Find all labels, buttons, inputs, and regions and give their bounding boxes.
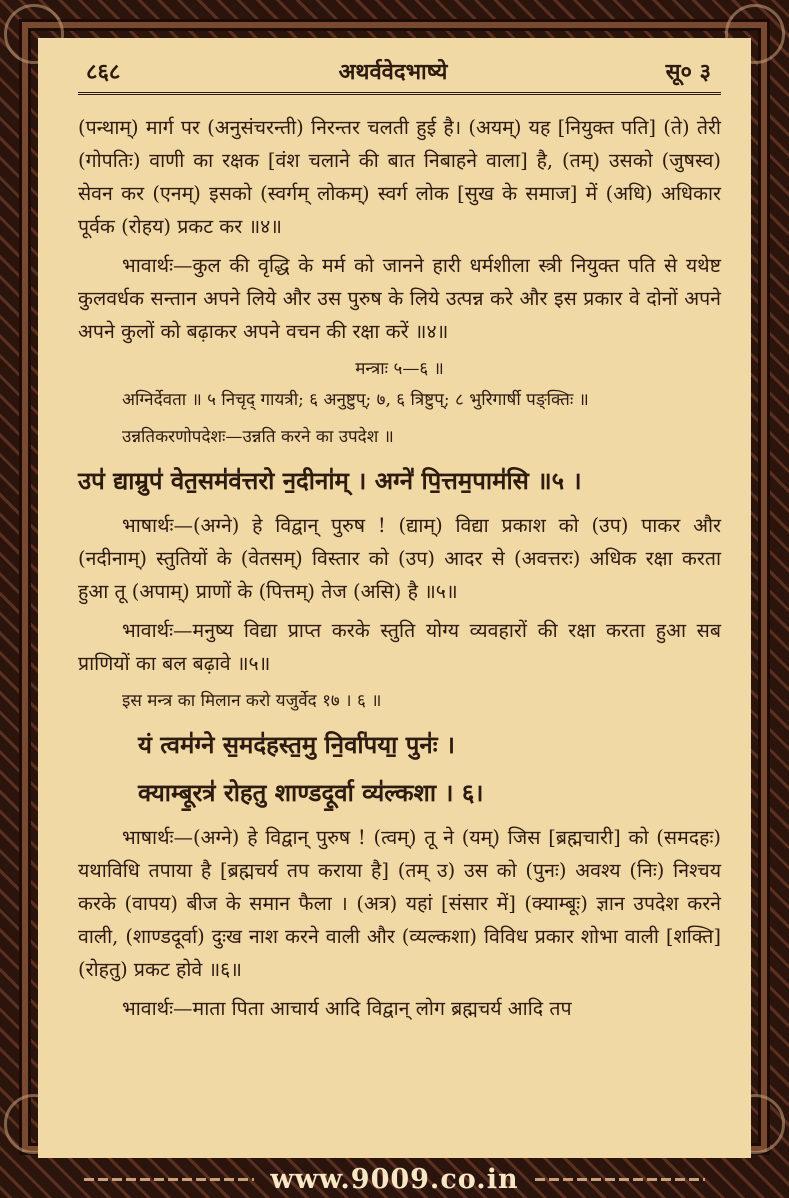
footer-ornament-icon [84, 1178, 254, 1181]
mantra-6-line-2: क्याम्बू॒रत्र॑ रोहतु शाण्डदू॒र्वा व्य॑ल्कशा । ६। [138, 778, 484, 807]
translation-paragraph-6: भाषार्थः—(अग्ने) हे विद्वान् पुरुष ! (त्वम्) तू ने (यम्) जिस [ब्रह्मचारी] को (समदहः) यथाविधि तपाया है [ब्रह्मचर्य तप कराया है] (तम् उ) उस को (पुनः) अवश्य (निः) निश्चय करके (वापय) बीज के समान फैला । (अत्र) यहां [संसार में] (क्याम्बूः) ज्ञान उपदेश करने वाली, (शाण्डदूर्वा) दुःख नाश करने वाली और (व्यल्कशा) विविध प्रकार शोभा वाली [शक्ति] (रोहतु) प्रकट होवे ॥६॥ [78, 826, 721, 981]
page-number: ८६८ [86, 59, 121, 85]
footer-ornament-icon [535, 1178, 705, 1181]
mantra-5: उप॑ द्याम्रुप॑ वेत॒सम॑व॑त्तरो न॒दीना॑म् । अग्ने॑ पि॒त्तम॒पाम॑सि ॥५ । [78, 466, 582, 495]
bhavartha-paragraph-5: भावार्थः—मनुष्य विद्या प्राप्त करके स्तुति योग्य व्यवहारों की रक्षा करता हुआ सब प्राणियों का बल बढ़ावे ॥५॥ [78, 619, 721, 675]
page-header [78, 56, 721, 90]
header-divider [78, 92, 721, 97]
bhavartha-paragraph-4: भावार्थः—कुल की वृद्धि के मर्म को जानने हारी धर्मशीला स्त्री नियुक्त पति से यथेष्ट कुलवर्धक सन्तान अपने लिये और उस पुरुष के लिये उत्पन्न करे और इस प्रकार वे दोनों अपने अपने कुलों को बढ़ाकर अपने वचन की रक्षा करें ॥४॥ [78, 254, 721, 343]
website-watermark: www.9009.co.in [270, 1163, 519, 1195]
mantra-6-line-1: यं त्वम॑ग्ने स॒मद॑हस्त॒मु नि॒र्वा॑पया॒ पुनः॑ । [138, 730, 456, 759]
translation-paragraph-5: भाषार्थः—(अग्ने) हे विद्वान् पुरुष ! (द्याम्) विद्या प्रकाश को (उप) पाकर और (नदीनाम्) स्तुतियों के (वेतसम्) विस्तार को (उप) आदर से (अवत्तरः) अधिक रक्षा करता हुआ तू (अपाम्) प्राणों के (पित्तम्) तेज (असि) है ॥५॥ [78, 514, 721, 603]
milan-line: इस मन्त्र का मिलान करो यजुर्वेद १७ । ६ ॥ [122, 691, 382, 711]
bhavartha-paragraph-6: भावार्थः—माता पिता आचार्य आदि विद्वान् लोग ब्रह्मचर्य आदि तप [122, 997, 572, 1020]
footer-bar [0, 1160, 789, 1198]
mantras-heading: मन्त्राः ५—६ ॥ [355, 359, 444, 379]
devata-line: अग्निर्देवता ॥ ५ निचृद् गायत्री; ६ अनुष्टुप्; ७, ६ त्रिष्टुप्; ८ भुरिगार्षी पङ्क्तिः ॥ [122, 390, 589, 410]
upadesh-line: उन्नतिकरणोपदेशः—उन्नति करने का उपदेश ॥ [122, 427, 394, 447]
book-page [38, 38, 751, 1158]
book-title: अथर्ववेदभाष्ये [338, 59, 448, 85]
sukta-number: सू० ३ [665, 59, 711, 85]
translation-paragraph-4: (पन्थाम्) मार्ग पर (अनुसंचरन्ती) निरन्तर चलती हुई है। (अयम्) यह [नियुक्त पति] (ते) तेरी (गोपतिः) वाणी का रक्षक [वंश चलाने की बात निबाहने वाला] है, (तम्) उसको (जुषस्व) सेवन कर (एनम्) इसको (स्वर्गम् लोकम्) स्वर्ग लोक [सुख के समाज] में (अधि) अधिकार पूर्वक (रोहय) प्रकट कर ॥४॥ [78, 116, 721, 238]
